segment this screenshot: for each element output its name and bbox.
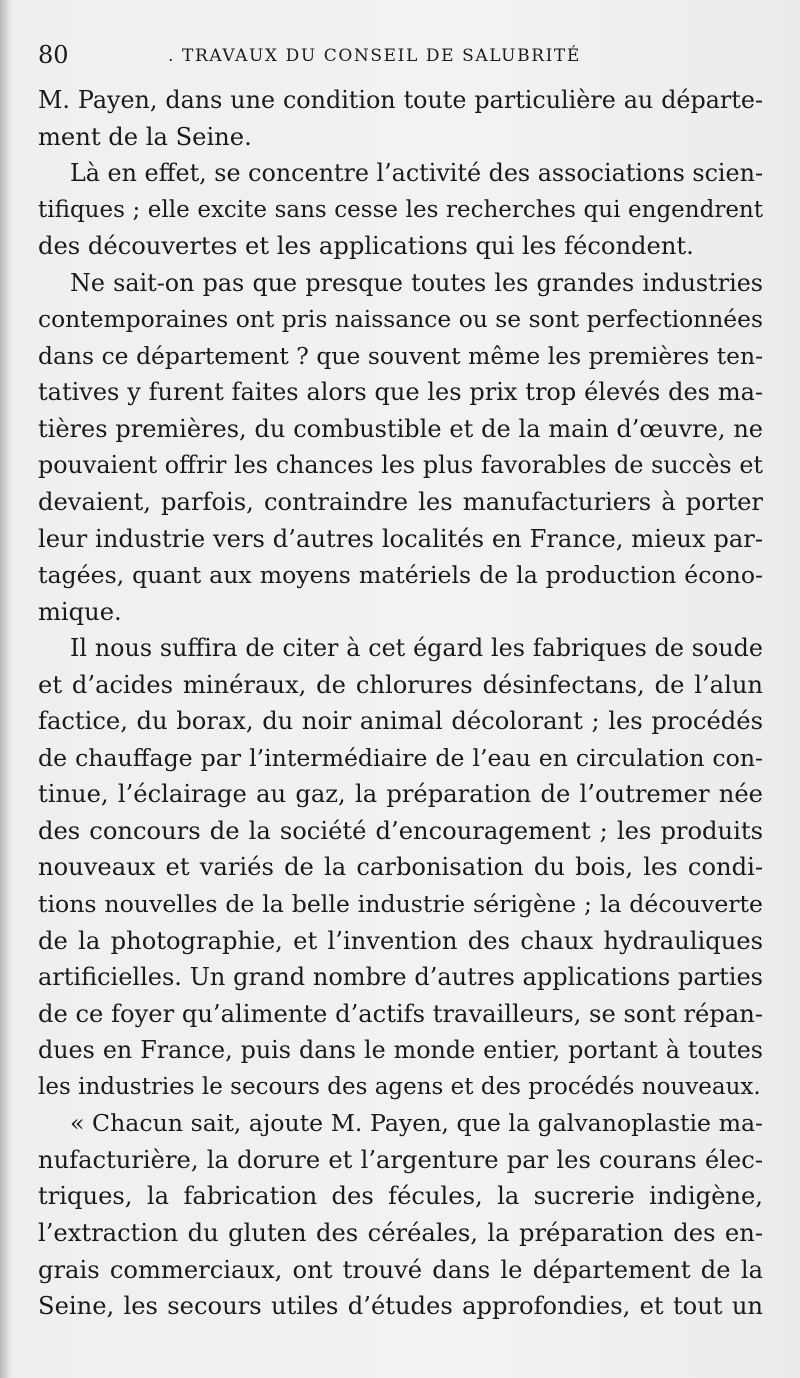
text-line: factice, du borax, du noir animal décolorant ; les procédés <box>38 707 763 736</box>
text-line: nufacturière, la dorure et l’argenture par les courans élec- <box>38 1145 763 1174</box>
text-line: tatives y furent faites alors que les prix trop élevés des ma- <box>38 378 763 407</box>
text-line: contemporaines ont pris naissance ou se sont perfectionnées <box>38 305 763 334</box>
running-head: . TRAVAUX DU CONSEIL DE SALUBRITÉ <box>168 46 581 66</box>
text-line: tagées, quant aux moyens matériels de la production écono- <box>38 561 763 590</box>
text-line: pouvaient offrir les chances les plus favorables de succès et <box>38 451 763 480</box>
text-line: des découvertes et les applications qui les fécondent. <box>38 232 694 261</box>
text-line: Seine, les secours utiles d’études approfondies, et tout un <box>38 1292 763 1321</box>
text-line: de ce foyer qu’alimente d’actifs travailleurs, se sont répan- <box>38 999 763 1028</box>
text-line: nouveaux et variés de la carbonisation du bois, les condi- <box>38 853 763 882</box>
text-line: dues en France, puis dans le monde entier, portant à toutes <box>38 1036 763 1065</box>
body-text <box>38 82 763 1325</box>
text-line: des concours de la société d’encouragement ; les produits <box>38 816 763 845</box>
text-line: grais commerciaux, ont trouvé dans le département de la <box>38 1255 763 1284</box>
page-header <box>38 40 758 74</box>
text-line: artificielles. Un grand nombre d’autres applications parties <box>38 963 763 992</box>
text-line: l’extraction du gluten des céréales, la préparation des en- <box>38 1218 763 1247</box>
text-line: tions nouvelles de la belle industrie sérigène ; la découverte <box>38 890 763 919</box>
text-line: tinue, l’éclairage au gaz, la préparation de l’outremer née <box>38 780 763 809</box>
text-line: tières premières, du combustible et de la main d’œuvre, ne <box>38 414 763 443</box>
text-line: de chauffage par l’intermédiaire de l’eau en circulation con- <box>38 743 763 772</box>
text-line: et d’acides minéraux, de chlorures désinfectans, de l’alun <box>38 670 763 699</box>
text-line: Il nous suffira de citer à cet égard les fabriques de soude <box>70 634 763 663</box>
text-line: leur industrie vers d’autres localités en France, mieux par- <box>38 524 763 553</box>
text-line: les industries le secours des agens et des procédés nouveaux. <box>38 1073 761 1100</box>
text-line: Ne sait-on pas que presque toutes les grandes industries <box>70 268 763 297</box>
text-line: « Chacun sait, ajoute M. Payen, que la galvanoplastie ma- <box>70 1109 763 1138</box>
text-line: de la photographie, et l’invention des chaux hydrauliques <box>38 926 763 955</box>
text-line: devaient, parfois, contraindre les manufacturiers à porter <box>38 488 763 517</box>
text-line: triques, la fabrication des fécules, la sucrerie indigène, <box>38 1182 763 1211</box>
text-line: Là en effet, se concentre l’activité des associations scien- <box>70 159 763 188</box>
text-line: tifiques ; elle excite sans cesse les recherches qui engendrent <box>38 196 763 223</box>
binding-shadow <box>0 0 10 1378</box>
text-line: dans ce département ? que souvent même les premières ten- <box>38 341 763 370</box>
text-line: mique. <box>38 597 122 626</box>
text-line: ment de la Seine. <box>38 122 252 151</box>
text-line: M. Payen, dans une condition toute particulière au départe- <box>38 86 763 114</box>
page-number: 80 <box>38 41 69 69</box>
